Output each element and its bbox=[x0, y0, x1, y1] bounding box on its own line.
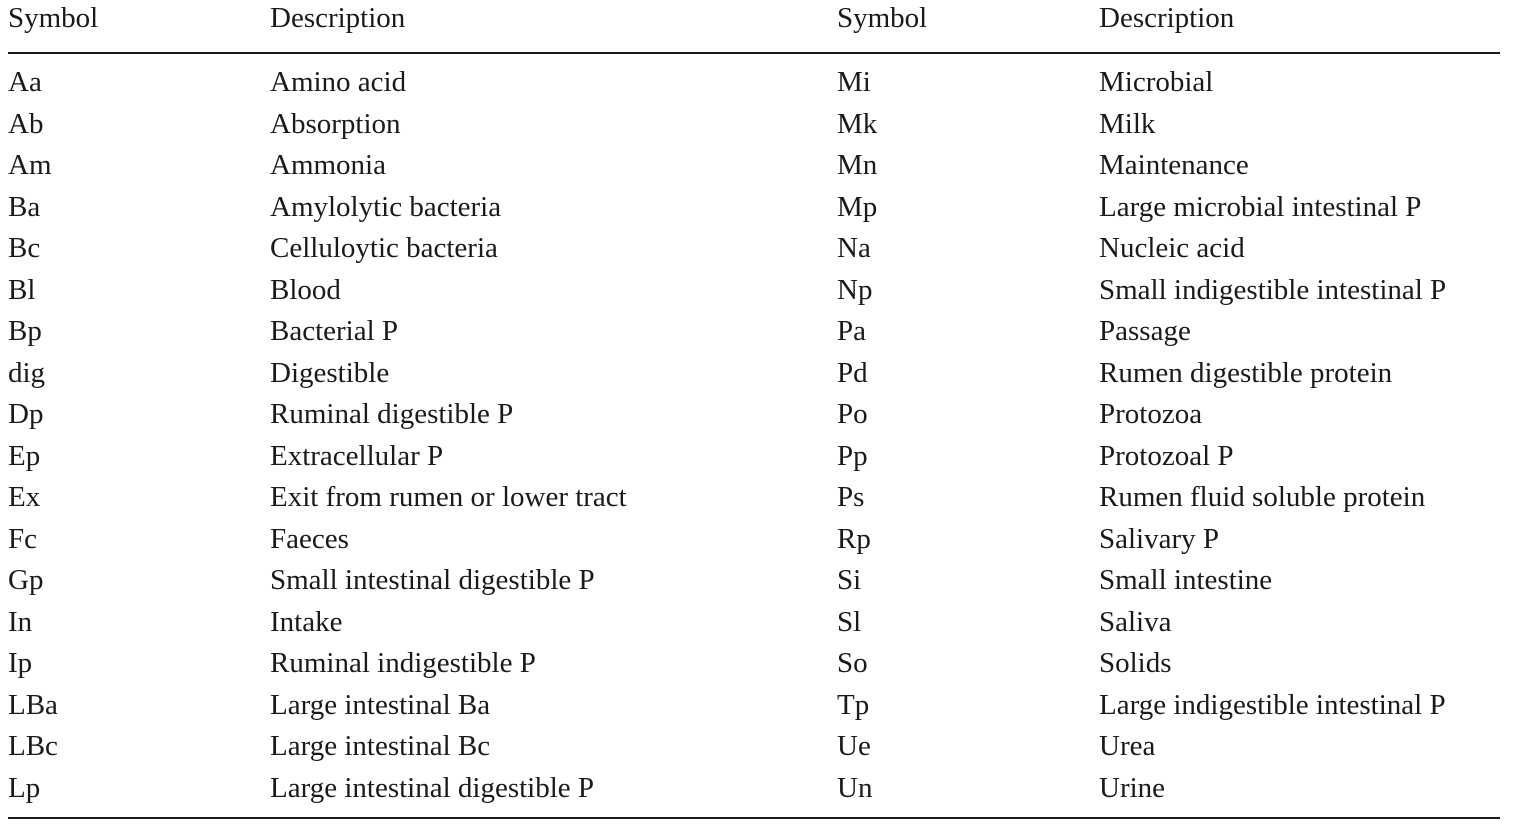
cell-symbol-right: Mi bbox=[837, 66, 871, 98]
header-description-right: Description bbox=[1099, 0, 1500, 53]
cell-description-left: Ruminal indigestible P bbox=[270, 647, 536, 679]
cell-description-right: Large microbial intestinal P bbox=[1099, 190, 1422, 223]
cell-symbol-right: Pd bbox=[837, 356, 868, 389]
cell-description-right: Small indigestible intestinal P bbox=[1099, 273, 1447, 306]
cell-symbol-left: Ex bbox=[8, 481, 41, 513]
header-symbol-left: Symbol bbox=[8, 0, 270, 53]
cell-description-left: Intake bbox=[270, 605, 343, 638]
cell-description-left: Large intestinal Ba bbox=[270, 688, 491, 721]
cell-description-left: Ruminal digestible P bbox=[270, 398, 514, 430]
header-row bbox=[8, 0, 1500, 53]
cell-description-right: Milk bbox=[1099, 107, 1156, 140]
cell-description-right: Salivary P bbox=[1099, 522, 1220, 555]
table-header bbox=[8, 0, 1500, 53]
table-row bbox=[8, 53, 1500, 104]
cell-description-left: Bacterial P bbox=[270, 315, 399, 347]
cell-symbol-right: Mk bbox=[837, 107, 878, 140]
cell-symbol-right: So bbox=[837, 647, 868, 679]
cell-description-left: Digestible bbox=[270, 356, 390, 389]
cell-description-left: Absorption bbox=[270, 107, 401, 140]
cell-symbol-left: Ba bbox=[8, 190, 41, 223]
cell-description-left: Faeces bbox=[270, 522, 349, 555]
cell-symbol-left: Ab bbox=[8, 107, 44, 140]
cell-symbol-left: LBc bbox=[8, 730, 58, 762]
cell-symbol-left: Gp bbox=[8, 564, 44, 596]
cell-symbol-right: Np bbox=[837, 273, 873, 306]
cell-description-left: Small intestinal digestible P bbox=[270, 564, 595, 596]
cell-description-right: Small intestine bbox=[1099, 564, 1273, 596]
cell-symbol-right: Mn bbox=[837, 149, 878, 181]
cell-symbol-right: Rp bbox=[837, 522, 871, 555]
table-body bbox=[8, 53, 1500, 818]
cell-description-right: Rumen digestible protein bbox=[1099, 356, 1393, 389]
header-description-left: Description bbox=[270, 0, 837, 53]
table-row bbox=[8, 270, 1500, 312]
cell-symbol-left: Bp bbox=[8, 315, 42, 347]
cell-symbol-right: Sl bbox=[837, 605, 862, 638]
cell-symbol-right: Ue bbox=[837, 730, 871, 762]
table-row bbox=[8, 104, 1500, 146]
symbol-description-table bbox=[8, 0, 1500, 819]
cell-symbol-left: LBa bbox=[8, 688, 58, 721]
cell-description-right: Nucleic acid bbox=[1099, 232, 1245, 264]
cell-description-right: Solids bbox=[1099, 647, 1172, 679]
cell-symbol-left: Aa bbox=[8, 66, 42, 98]
cell-description-left: Large intestinal digestible P bbox=[270, 768, 837, 819]
table-row bbox=[8, 353, 1500, 395]
cell-symbol-right: Tp bbox=[837, 688, 870, 721]
cell-description-left: Large intestinal Bc bbox=[270, 730, 491, 762]
cell-description-right: Passage bbox=[1099, 315, 1191, 347]
table-row bbox=[8, 394, 1500, 436]
cell-description-left: Celluloytic bacteria bbox=[270, 232, 498, 264]
table-row bbox=[8, 602, 1500, 644]
cell-description-right: Protozoal P bbox=[1099, 439, 1234, 472]
cell-description-right: Urea bbox=[1099, 730, 1156, 762]
cell-symbol-right: Un bbox=[837, 768, 1099, 819]
cell-symbol-right: Ps bbox=[837, 481, 865, 513]
table-row bbox=[8, 228, 1500, 270]
cell-symbol-left: Lp bbox=[8, 768, 270, 819]
table-row bbox=[8, 726, 1500, 768]
cell-symbol-left: In bbox=[8, 605, 33, 638]
table-row bbox=[8, 477, 1500, 519]
cell-description-right: Maintenance bbox=[1099, 149, 1249, 181]
cell-symbol-right: Mp bbox=[837, 190, 878, 223]
cell-description-left: Ammonia bbox=[270, 149, 386, 181]
cell-symbol-left: Fc bbox=[8, 522, 37, 555]
cell-symbol-right: Na bbox=[837, 232, 871, 264]
cell-description-left: Extracellular P bbox=[270, 439, 444, 472]
cell-symbol-left: Bl bbox=[8, 273, 36, 306]
table-row bbox=[8, 311, 1500, 353]
cell-symbol-left: Ip bbox=[8, 647, 33, 679]
cell-description-right: Large indigestible intestinal P bbox=[1099, 688, 1446, 721]
table-row bbox=[8, 643, 1500, 685]
cell-symbol-left: Bc bbox=[8, 232, 41, 264]
cell-symbol-left: Dp bbox=[8, 398, 44, 430]
cell-symbol-right: Pp bbox=[837, 439, 868, 472]
cell-symbol-right: Pa bbox=[837, 315, 866, 347]
table-row bbox=[8, 768, 1500, 819]
cell-description-right: Microbial bbox=[1099, 66, 1214, 98]
header-symbol-right: Symbol bbox=[837, 0, 1099, 53]
cell-description-left: Amino acid bbox=[270, 66, 407, 98]
symbol-table-container bbox=[8, 0, 1500, 819]
cell-symbol-left: dig bbox=[8, 356, 46, 389]
table-row bbox=[8, 685, 1500, 727]
cell-symbol-right: Po bbox=[837, 398, 868, 430]
cell-description-left: Amylolytic bacteria bbox=[270, 190, 502, 223]
cell-description-right: Urine bbox=[1099, 768, 1500, 819]
cell-description-right: Saliva bbox=[1099, 605, 1172, 638]
cell-description-right: Rumen fluid soluble protein bbox=[1099, 481, 1426, 513]
table-row bbox=[8, 187, 1500, 229]
cell-symbol-left: Ep bbox=[8, 439, 41, 472]
table-row bbox=[8, 145, 1500, 187]
table-row bbox=[8, 560, 1500, 602]
table-row bbox=[8, 436, 1500, 478]
cell-description-right: Protozoa bbox=[1099, 398, 1203, 430]
cell-symbol-left: Am bbox=[8, 149, 52, 181]
table-row bbox=[8, 519, 1500, 561]
cell-description-left: Exit from rumen or lower tract bbox=[270, 481, 627, 513]
cell-symbol-right: Si bbox=[837, 564, 862, 596]
cell-description-left: Blood bbox=[270, 273, 341, 306]
